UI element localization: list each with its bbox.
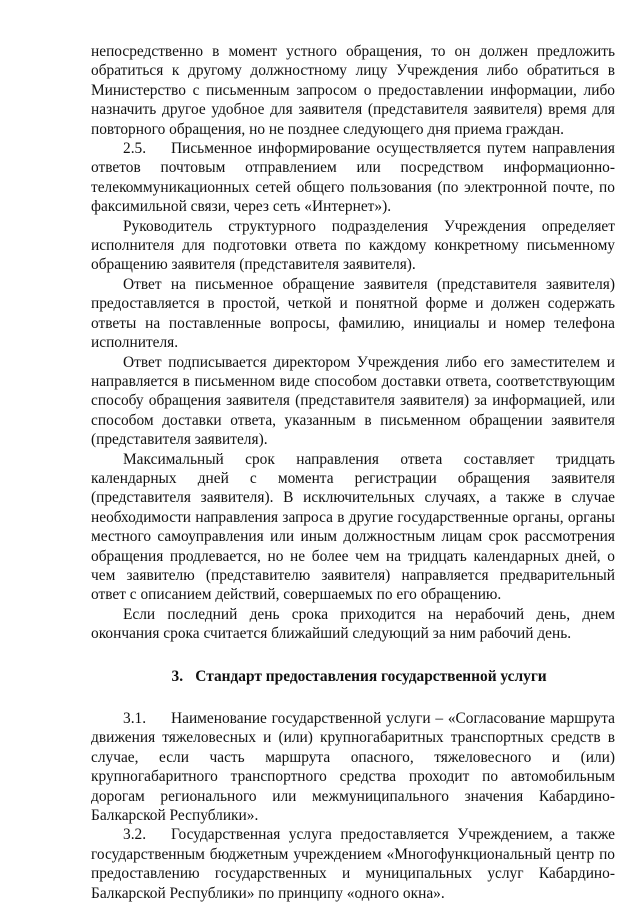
paragraph-number: 3.1. bbox=[123, 710, 147, 727]
paragraph-text: Письменное информирование осуществляется путем направления ответов почтовым отправлением или посредством информационно-телекоммуникационных сетей общего пользования (по электронной почте, по факсимильной связи, через сеть «Интернет»). bbox=[91, 140, 615, 216]
paragraph-text: Наименование государственной услуги – «Согласование маршрута движения тяжеловесных и (или) крупногабаритных транспортных средств в случае, если часть маршрута опасного, тяжеловесного и (или) крупногабаритного транспортного средства проходит по автомобильным дорогам регионального или межмуниципального значения Кабардино-Балкарской Республики». bbox=[91, 710, 615, 825]
paragraph-text: Государственная услуга предоставляется Учреждением, а также государственным бюджетным учреждением «Многофункциональный центр по предоставлению государственных и муниципальных услуг Кабардино-Балкарской Республики» по принципу «одного окна». bbox=[91, 826, 615, 902]
paragraph-executor: Руководитель структурного подразделения Учреждения определяет исполнителя для подготовки ответа по каждому конкретному письменному обращению заявителя (представителя заявителя). bbox=[91, 217, 615, 274]
paragraph-max-term: Максимальный срок направления ответа составляет тридцать календарных дней с момента регистрации обращения заявителя (представителя заявителя). В исключительных случаях, а также в случае необходимости направления запроса в другие государственные органы, органы местного самоуправления или иным должностным лицам срок рассмотрения обращения продлевается, но не более чем на тридцать календарных дней, о чем заявителю (представителю заявителя) направляется предварительный ответ с описанием действий, совершаемых по его обращению. bbox=[91, 450, 615, 604]
paragraph-number: 3.2. bbox=[123, 826, 147, 844]
section-heading-3 bbox=[91, 667, 615, 686]
paragraph-3-2 bbox=[91, 825, 615, 903]
paragraph-number: 2.5. bbox=[123, 140, 147, 158]
paragraph-answer-form: Ответ на письменное обращение заявителя (представителя заявителя) предоставляется в простой, четкой и понятной форме и должен содержать ответы на поставленные вопросы, фамилию, инициалы и номер телефона исполнителя. bbox=[91, 275, 615, 352]
paragraph-continuation: непосредственно в момент устного обращения, то он должен предложить обратиться к другому должностному лицу Учреждения либо обратиться в Министерство с письменным запросом о предоставлении информации, либо назначить другое удобное для заявителя (представителя заявителя) время для повторного обращения, но не позднее следующего дня приема граждан. bbox=[91, 43, 615, 138]
section-title: Стандарт предоставления государственной услуги bbox=[195, 667, 547, 685]
section-number: 3. bbox=[171, 667, 184, 685]
paragraph-holiday-rule: Если последний день срока приходится на нерабочий день, днем окончания срока считается ближайший следующий за ним рабочий день. bbox=[91, 605, 615, 643]
paragraph-2-5 bbox=[91, 139, 615, 217]
document-page bbox=[91, 42, 615, 903]
paragraph-3-1 bbox=[91, 709, 615, 825]
paragraph-answer-signature: Ответ подписывается директором Учреждения либо его заместителем и направляется в письменном виде способом доставки ответа, соответствующим способу обращения заявителя (представителя заявителя) за информацией, или способом доставки ответа, указанным в письменном обращении заявителя (представителя заявителя). bbox=[91, 353, 615, 449]
